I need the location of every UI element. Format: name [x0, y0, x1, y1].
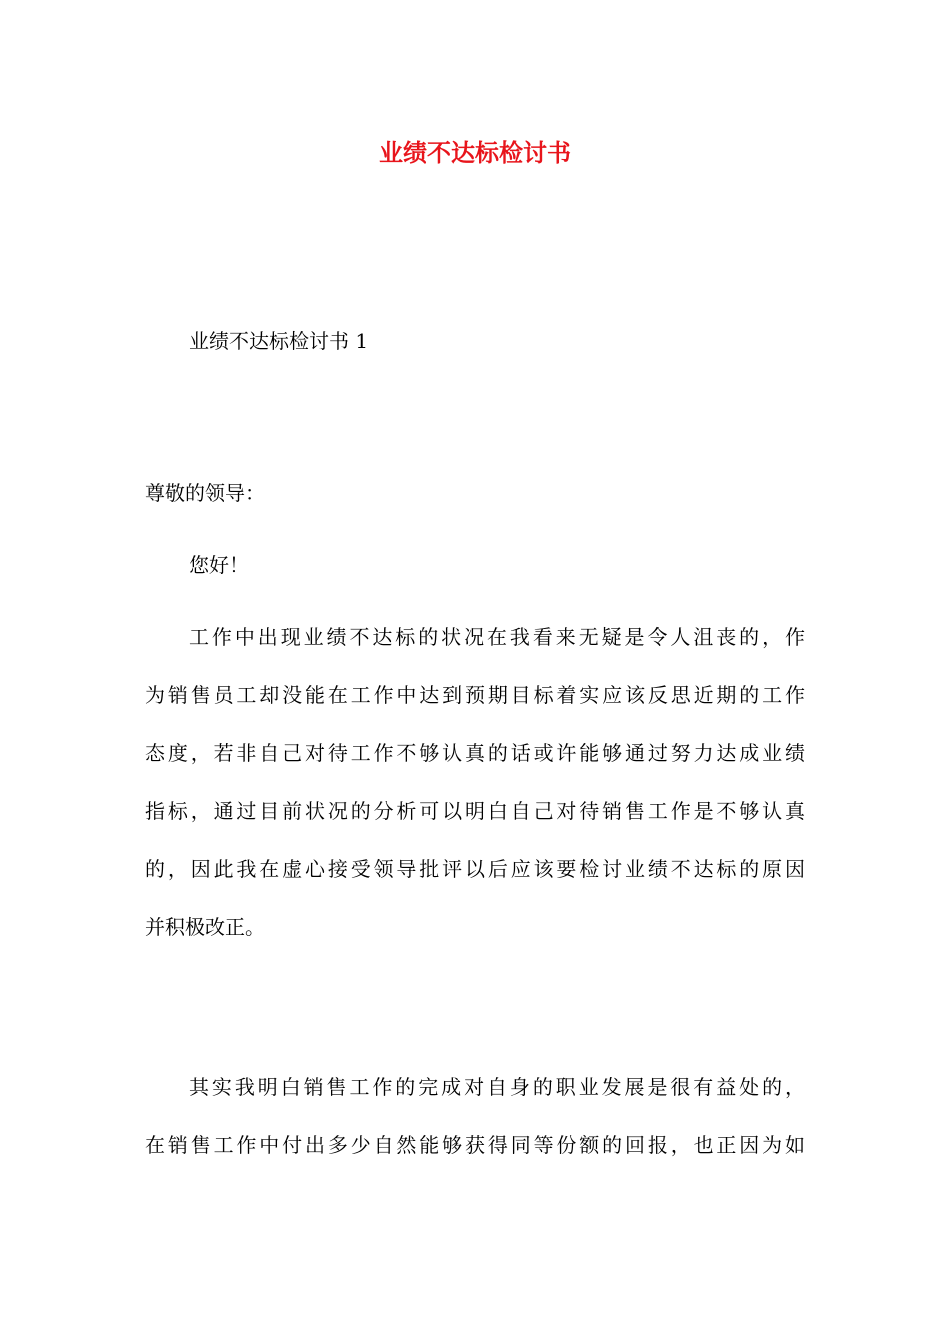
document-title: 业绩不达标检讨书: [379, 138, 571, 167]
paragraph-line: 为销售员工却没能在工作中达到预期目标着实应该反思近期的工作: [145, 683, 805, 707]
paragraph-line: 并积极改正。: [145, 915, 265, 939]
paragraph-line: 其实我明白销售工作的完成对自身的职业发展是很有益处的，: [189, 1075, 805, 1099]
paragraph-line: 在销售工作中付出多少自然能够获得同等份额的回报，也正因为如: [145, 1133, 805, 1157]
paragraph-line: 工作中出现业绩不达标的状况在我看来无疑是令人沮丧的，作: [189, 625, 805, 649]
salutation: 尊敬的领导：: [145, 481, 265, 505]
paragraph-2: [145, 1072, 805, 1188]
paragraph-line: 态度，若非自己对待工作不够认真的话或许能够通过努力达成业绩: [145, 741, 805, 765]
section-heading: 业绩不达标检讨书 1: [189, 329, 369, 353]
paragraph-line: 的，因此我在虚心接受领导批评以后应该要检讨业绩不达标的原因: [145, 857, 805, 881]
paragraph-line: 指标，通过目前状况的分析可以明白自己对待销售工作是不够认真: [145, 799, 805, 823]
greeting: 您好！: [189, 553, 249, 577]
paragraph-1: [145, 622, 805, 970]
